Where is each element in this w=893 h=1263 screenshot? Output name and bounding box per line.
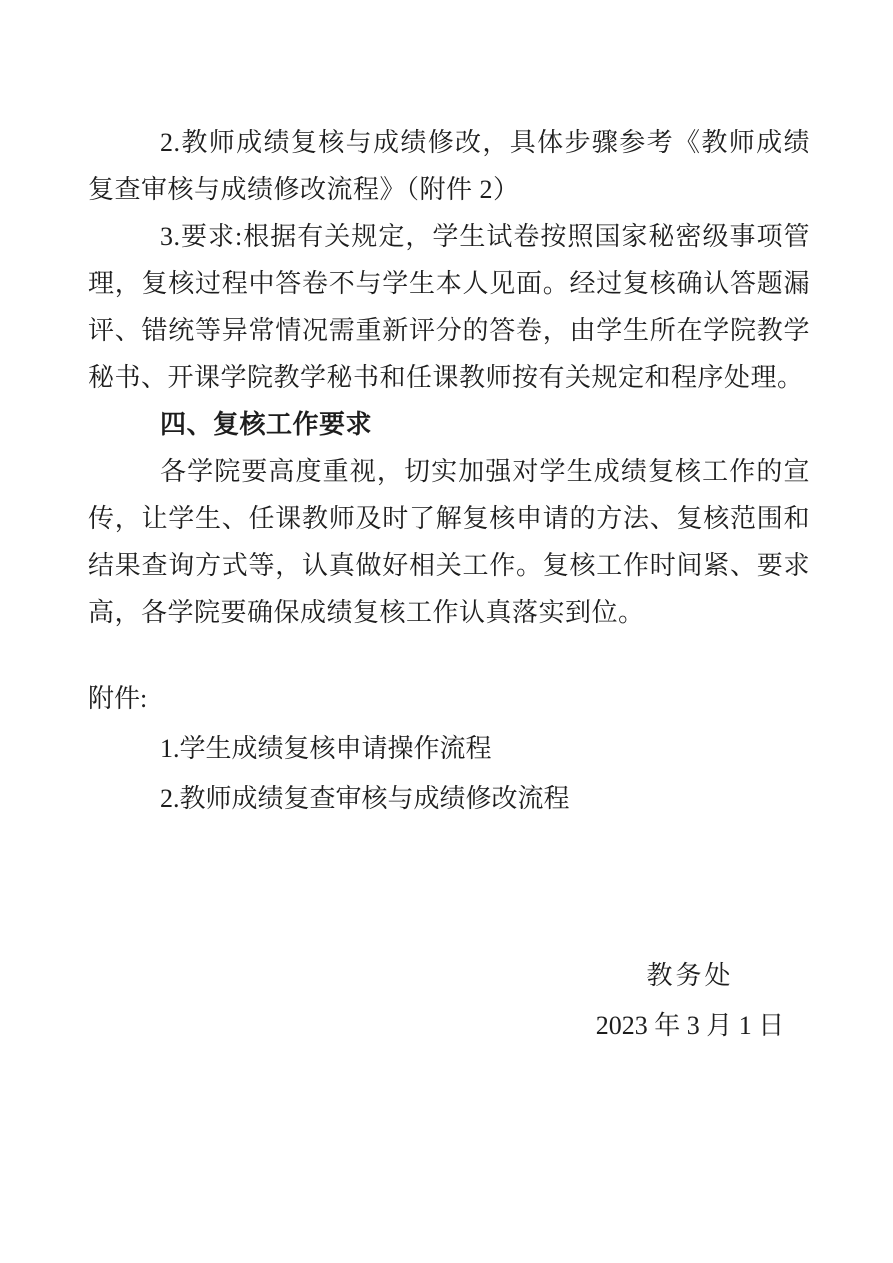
signature-block: [540, 951, 840, 1051]
document-body: [88, 119, 810, 824]
signature-date: 2023 年 3 月 1 日: [595, 1011, 785, 1040]
attachment-item-2: 2.教师成绩复查审核与成绩修改流程: [160, 784, 570, 813]
attachment-item-1: 1.学生成绩复核申请操作流程: [160, 734, 492, 763]
paragraph-requirements: 3.要求:根据有关规定，学生试卷按照国家秘密级事项管理，复核过程中答卷不与学生本人见面。经过复核确认答题漏评、错统等异常情况需重新评分的答卷，由学生所在学院教学秘书、开课学院教学秘书和任课教师按有关规定和程序处理。: [88, 222, 810, 392]
signature-org: 教务处: [646, 961, 734, 990]
paragraph-college-emphasis: 各学院要高度重视，切实加强对学生成绩复核工作的宣传，让学生、任课教师及时了解复核申请的方法、复核范围和结果查询方式等，认真做好相关工作。复核工作时间紧、要求高，各学院要确保成绩复核工作认真落实到位。: [88, 457, 810, 627]
paragraph-teacher-review: 2.教师成绩复核与成绩修改，具体步骤参考《教师成绩复查审核与成绩修改流程》（附件 2）: [88, 128, 810, 204]
section-heading-review-work-requirements: 四、复核工作要求: [160, 409, 373, 439]
attachments-section: [88, 674, 810, 824]
attachments-label: 附件:: [88, 684, 148, 713]
